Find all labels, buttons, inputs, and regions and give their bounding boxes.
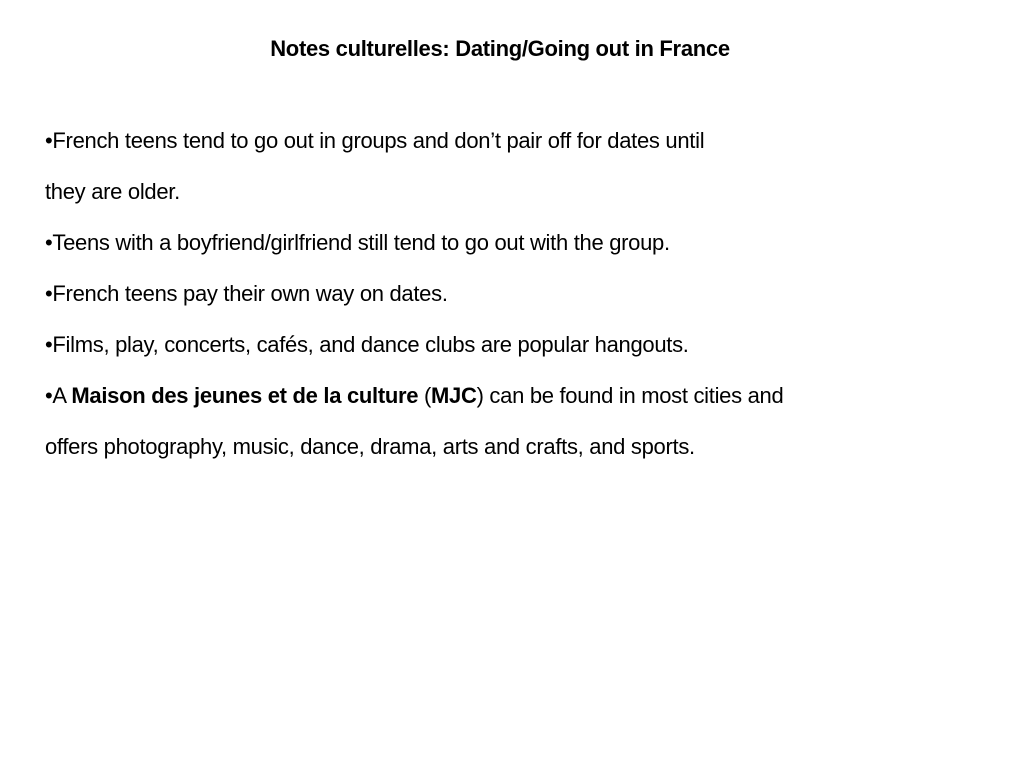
bullet-list bbox=[45, 115, 945, 472]
bullet-marker: • bbox=[45, 332, 53, 357]
bullet-text: ( bbox=[418, 383, 432, 408]
bullet-text: A bbox=[52, 383, 72, 408]
bullet-item bbox=[45, 370, 945, 472]
bullet-marker: • bbox=[45, 128, 53, 153]
bullet-item bbox=[45, 268, 945, 319]
bullet-marker: • bbox=[45, 281, 53, 306]
bullet-text-continued: they are older. bbox=[45, 179, 180, 204]
slide-title: Notes culturelles: Dating/Going out in France bbox=[270, 36, 730, 61]
bullet-bold-acronym: MJC bbox=[431, 383, 477, 408]
bullet-item bbox=[45, 319, 945, 370]
bullet-text: Teens with a boyfriend/girlfriend still tend to go out with the group. bbox=[52, 230, 670, 255]
bullet-text-continued: offers photography, music, dance, drama, arts and crafts, and sports. bbox=[45, 434, 695, 459]
bullet-bold-term: Maison des jeunes et de la culture bbox=[71, 383, 419, 408]
bullet-text: Films, play, concerts, cafés, and dance clubs are popular hangouts. bbox=[52, 332, 689, 357]
bullet-text: French teens tend to go out in groups and don’t pair off for dates until bbox=[52, 128, 705, 153]
bullet-item bbox=[45, 115, 945, 217]
bullet-text: ) can be found in most cities and bbox=[476, 383, 784, 408]
bullet-marker: • bbox=[45, 383, 53, 408]
bullet-marker: • bbox=[45, 230, 53, 255]
bullet-item bbox=[45, 217, 945, 268]
bullet-text: French teens pay their own way on dates. bbox=[52, 281, 448, 306]
